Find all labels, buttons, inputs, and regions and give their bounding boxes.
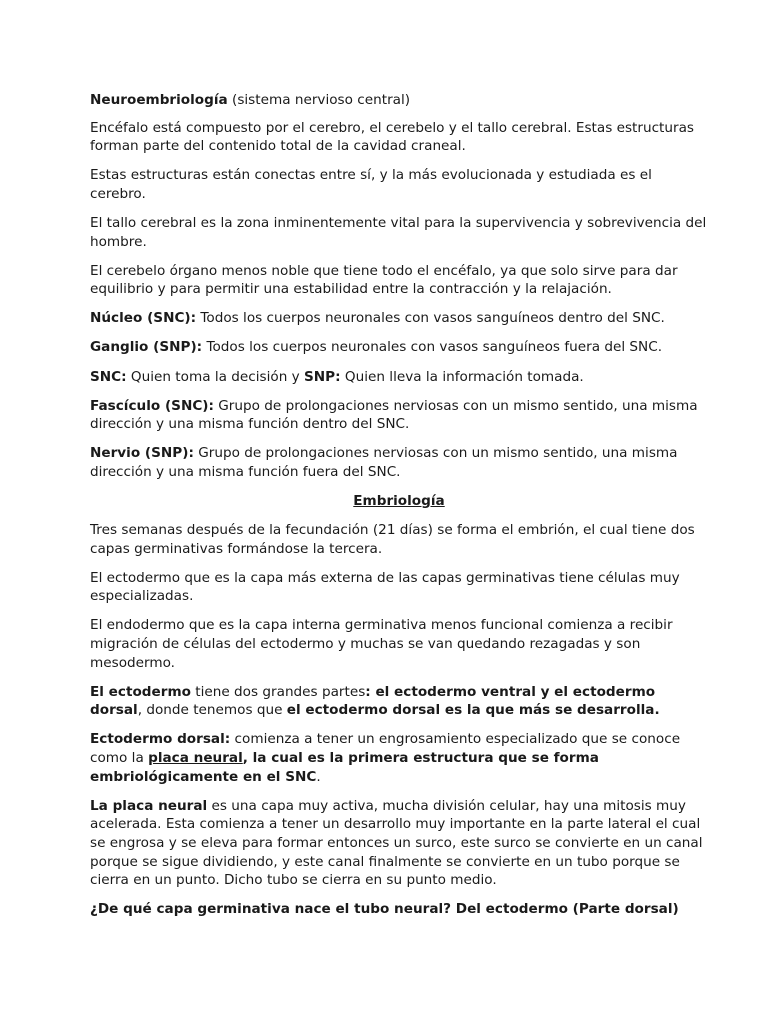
paragraph-tallo-cerebral: El tallo cerebral es la zona inminentemente vital para la supervivencia y sobrevivencia del hombre. — [90, 214, 707, 250]
definition-text: Grupo de prolongaciones nerviosas con un mismo sentido, una misma dirección y una misma función fuera del SNC. — [90, 445, 678, 480]
paragraph-endodermo: El endodermo que es la capa interna germinativa menos funcional comienza a recibir migración de células del ectodermo y muchas se van quedando rezagadas y son mesodermo. — [90, 617, 673, 671]
heading-embriologia: Embriología — [353, 493, 445, 509]
term-ganglio: Ganglio (SNP): — [90, 339, 203, 356]
plain-text: comienza a tener un engrosamiento especializado que se conoce como la — [90, 731, 681, 767]
definition-text: Todos los cuerpos neuronales con vasos sanguíneos dentro del SNC. — [196, 310, 665, 327]
paragraph-estructuras: Estas estructuras están conectas entre sí, y la más evolucionada y estudiada es el cerebro. — [90, 167, 652, 202]
paragraph-ectodermo-dorsal — [90, 730, 708, 786]
paragraph-encefalo: Encéfalo está compuesto por el cerebro, el cerebelo y el tallo cerebral. Estas estructuras forman parte del contenido total de la cavidad craneal. — [90, 119, 695, 155]
paragraph-ectodermo: El ectodermo que es la capa más externa de las capas germinativas tiene células muy especializadas. — [90, 569, 680, 605]
plain-text: tiene dos grandes partes — [190, 683, 366, 700]
term-fasciculo: Fascículo (SNC): — [90, 397, 214, 414]
definition-nervio — [90, 444, 708, 481]
document-title — [90, 91, 708, 110]
paragraph-cerebelo: El cerebelo órgano menos noble que tiene todo el encéfalo, ya que solo sirve para dar equilibrio y para permitir una estabilidad entre la contracción y la relajación. — [90, 262, 678, 298]
paragraph-placa-neural — [90, 797, 708, 890]
definition-text: Quien toma la decisión y — [126, 368, 304, 385]
definition-fasciculo — [90, 397, 708, 434]
definition-text: Quien lleva la información tomada. — [340, 368, 584, 385]
definition-snc-snp — [90, 368, 708, 387]
bold-text: : el ectodermo ventral y el ectodermo dorsal — [90, 683, 656, 719]
underlined-term: placa neural — [148, 750, 243, 767]
plain-text: , donde tenemos que — [137, 702, 287, 719]
title-subtitle: (sistema nervioso central) — [227, 92, 411, 108]
bold-text: La placa neural — [90, 797, 208, 814]
term-nucleo: Núcleo (SNC): — [90, 310, 197, 327]
title-bold: Neuroembriología — [90, 92, 228, 108]
term-snp: SNP: — [304, 368, 341, 385]
paragraph-ectodermo-partes — [90, 683, 708, 720]
paragraph-tres-semanas: Tres semanas después de la fecundación (21 días) se forma el embrión, el cual tiene dos capas germinativas formándose la tercera. — [90, 522, 695, 557]
definition-nucleo — [90, 309, 708, 328]
bold-text: ¿De qué capa germinativa nace el tubo neural? Del ectodermo (Parte dorsal) — [90, 901, 679, 918]
definition-text: Todos los cuerpos neuronales con vasos sanguíneos fuera del SNC. — [202, 339, 663, 356]
bold-text: , la cual es la primera estructura que se forma embriológicamente en el SNC — [90, 750, 599, 785]
bold-text: el ectodermo dorsal es la que más se desarrolla. — [286, 702, 660, 719]
definition-ganglio — [90, 338, 708, 357]
term-snc: SNC: — [90, 368, 127, 385]
term-nervio: Nervio (SNP): — [90, 445, 194, 462]
section-heading — [90, 492, 708, 511]
bold-text: El ectodermo — [90, 683, 191, 700]
plain-text: . — [316, 768, 321, 785]
definition-text: Grupo de prolongaciones nerviosas con un mismo sentido, una misma dirección y una misma función dentro del SNC. — [90, 397, 698, 433]
question-tubo-neural — [90, 900, 708, 919]
plain-text: es una capa muy activa, mucha división celular, hay una mitosis muy acelerada. Esta comienza a tener un desarrollo muy importante en la parte lateral el cual se engrosa y se eleva para formar entonces un surco, este surco se convierte en un canal porque se sigue dividiendo, y este canal finalmente se convierte en un tubo porque se cierra en un punto. Dicho tubo se cierra en su punto medio. — [90, 797, 703, 889]
bold-text: Ectodermo dorsal: — [90, 731, 231, 748]
